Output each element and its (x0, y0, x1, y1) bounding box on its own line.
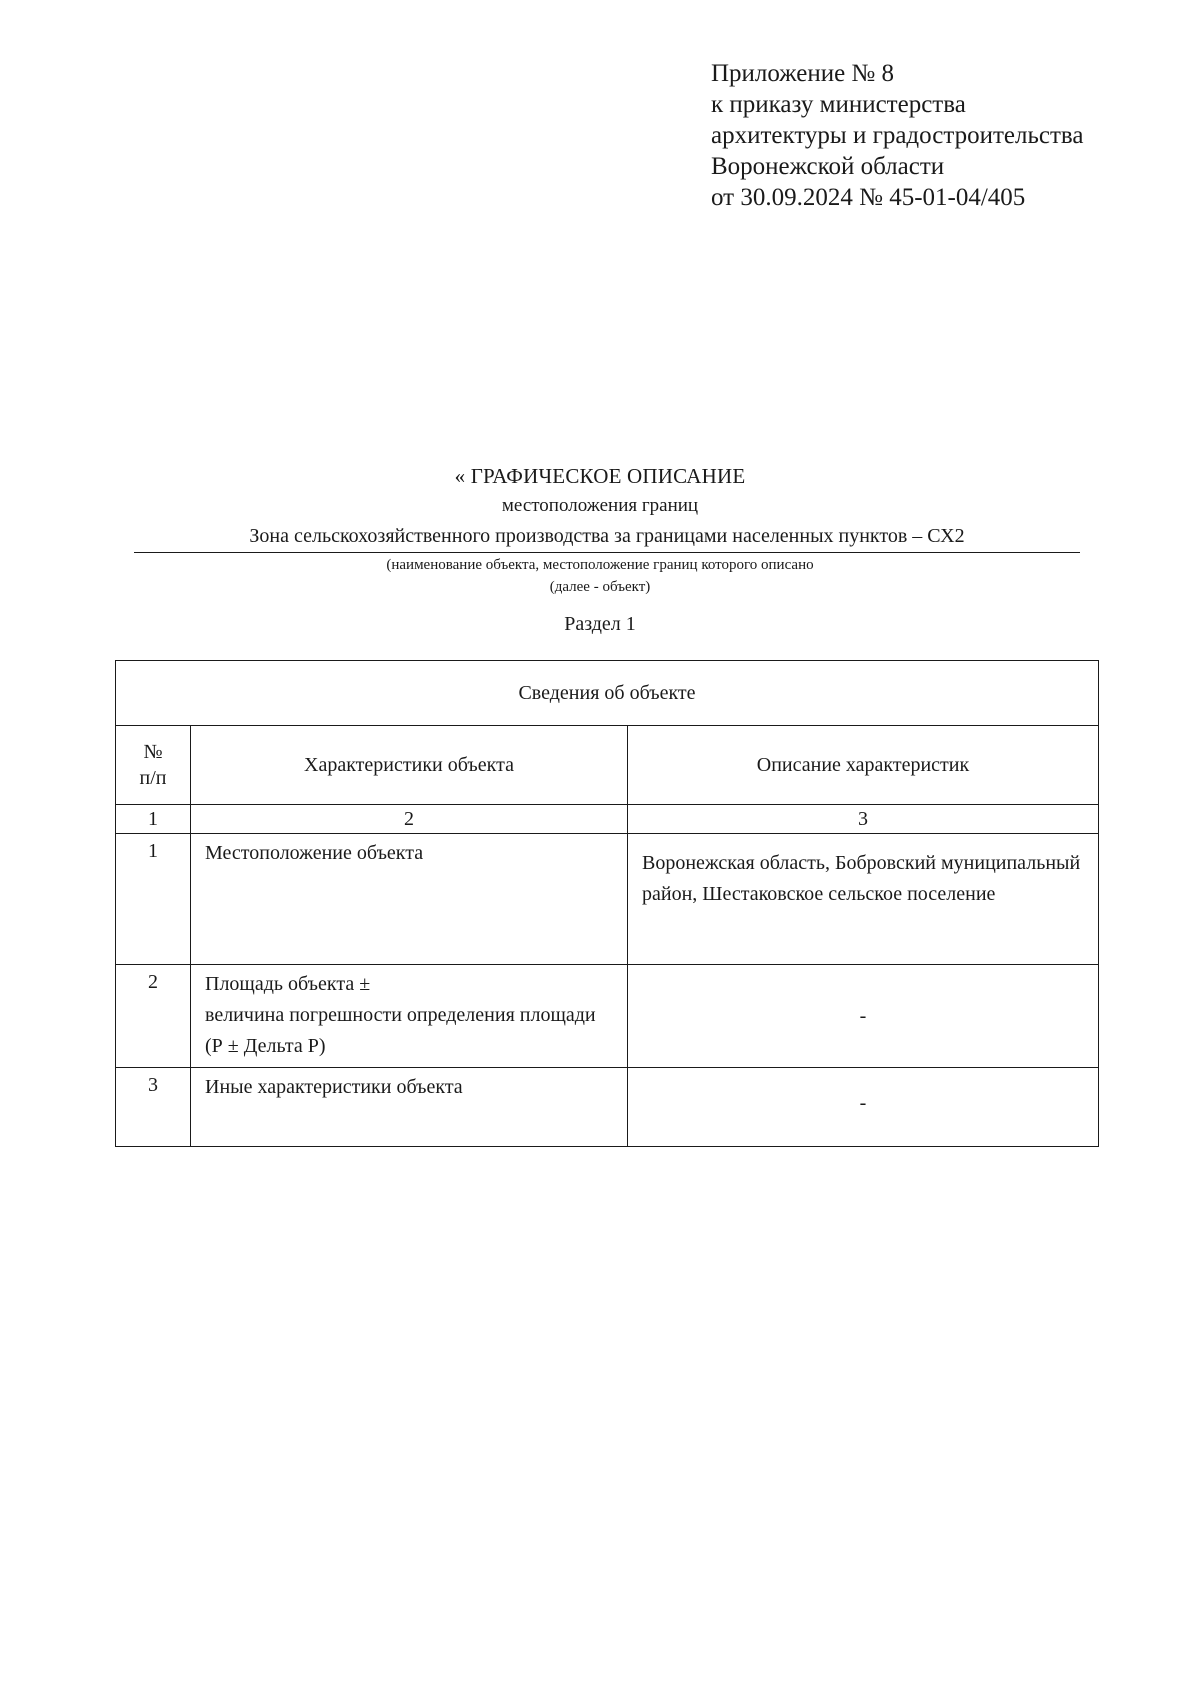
appendix-region: Воронежской области (711, 153, 945, 180)
table-index-row (116, 805, 1099, 834)
header-description: Описание характеристик (628, 726, 1099, 805)
document-subtitle: местоположения границ (501, 495, 699, 516)
header-characteristic: Характеристики объекта (191, 726, 628, 805)
appendix-ministry: архитектуры и градостроительства (711, 122, 1084, 149)
row-characteristic: Иные характеристики объекта (191, 1068, 628, 1147)
row-characteristic: Площадь объекта ± величина погрешности определения площади (Р ± Дельта Р) (191, 965, 628, 1068)
appendix-block (711, 58, 1171, 213)
row-num: 2 (116, 965, 191, 1068)
table-row (116, 834, 1099, 965)
table-row (116, 1068, 1099, 1147)
object-name-caption-2: (далее - объект) (549, 579, 651, 595)
table-header-row (116, 726, 1099, 805)
object-name: Зона сельскохозяйственного производства за границами населенных пунктов – СХ2 (134, 522, 1080, 553)
appendix-order-ref: к приказу министерства (711, 91, 966, 118)
column-index: 3 (628, 805, 1099, 834)
table-row (116, 965, 1099, 1068)
row-num: 1 (116, 834, 191, 965)
column-index: 2 (191, 805, 628, 834)
table-caption: Сведения об объекте (116, 661, 1099, 726)
row-description: Воронежская область, Бобровский муниципальный район, Шестаковское сельское поселение (628, 834, 1099, 965)
appendix-number: Приложение № 8 (711, 60, 895, 87)
row-characteristic: Местоположение объекта (191, 834, 628, 965)
header-num: № п/п (116, 726, 191, 805)
appendix-order-date: от 30.09.2024 № 45-01-04/405 (711, 184, 1026, 211)
section-label: Раздел 1 (564, 613, 636, 635)
row-description: - (628, 1068, 1099, 1147)
object-name-caption: (наименование объекта, местоположение границ которого описано (386, 557, 814, 573)
object-info-table (115, 660, 1099, 1147)
document-title: « ГРАФИЧЕСКОЕ ОПИСАНИЕ (454, 464, 746, 488)
column-index: 1 (116, 805, 191, 834)
title-block (120, 462, 1080, 638)
table-caption-row (116, 661, 1099, 726)
row-num: 3 (116, 1068, 191, 1147)
row-description: - (628, 965, 1099, 1068)
